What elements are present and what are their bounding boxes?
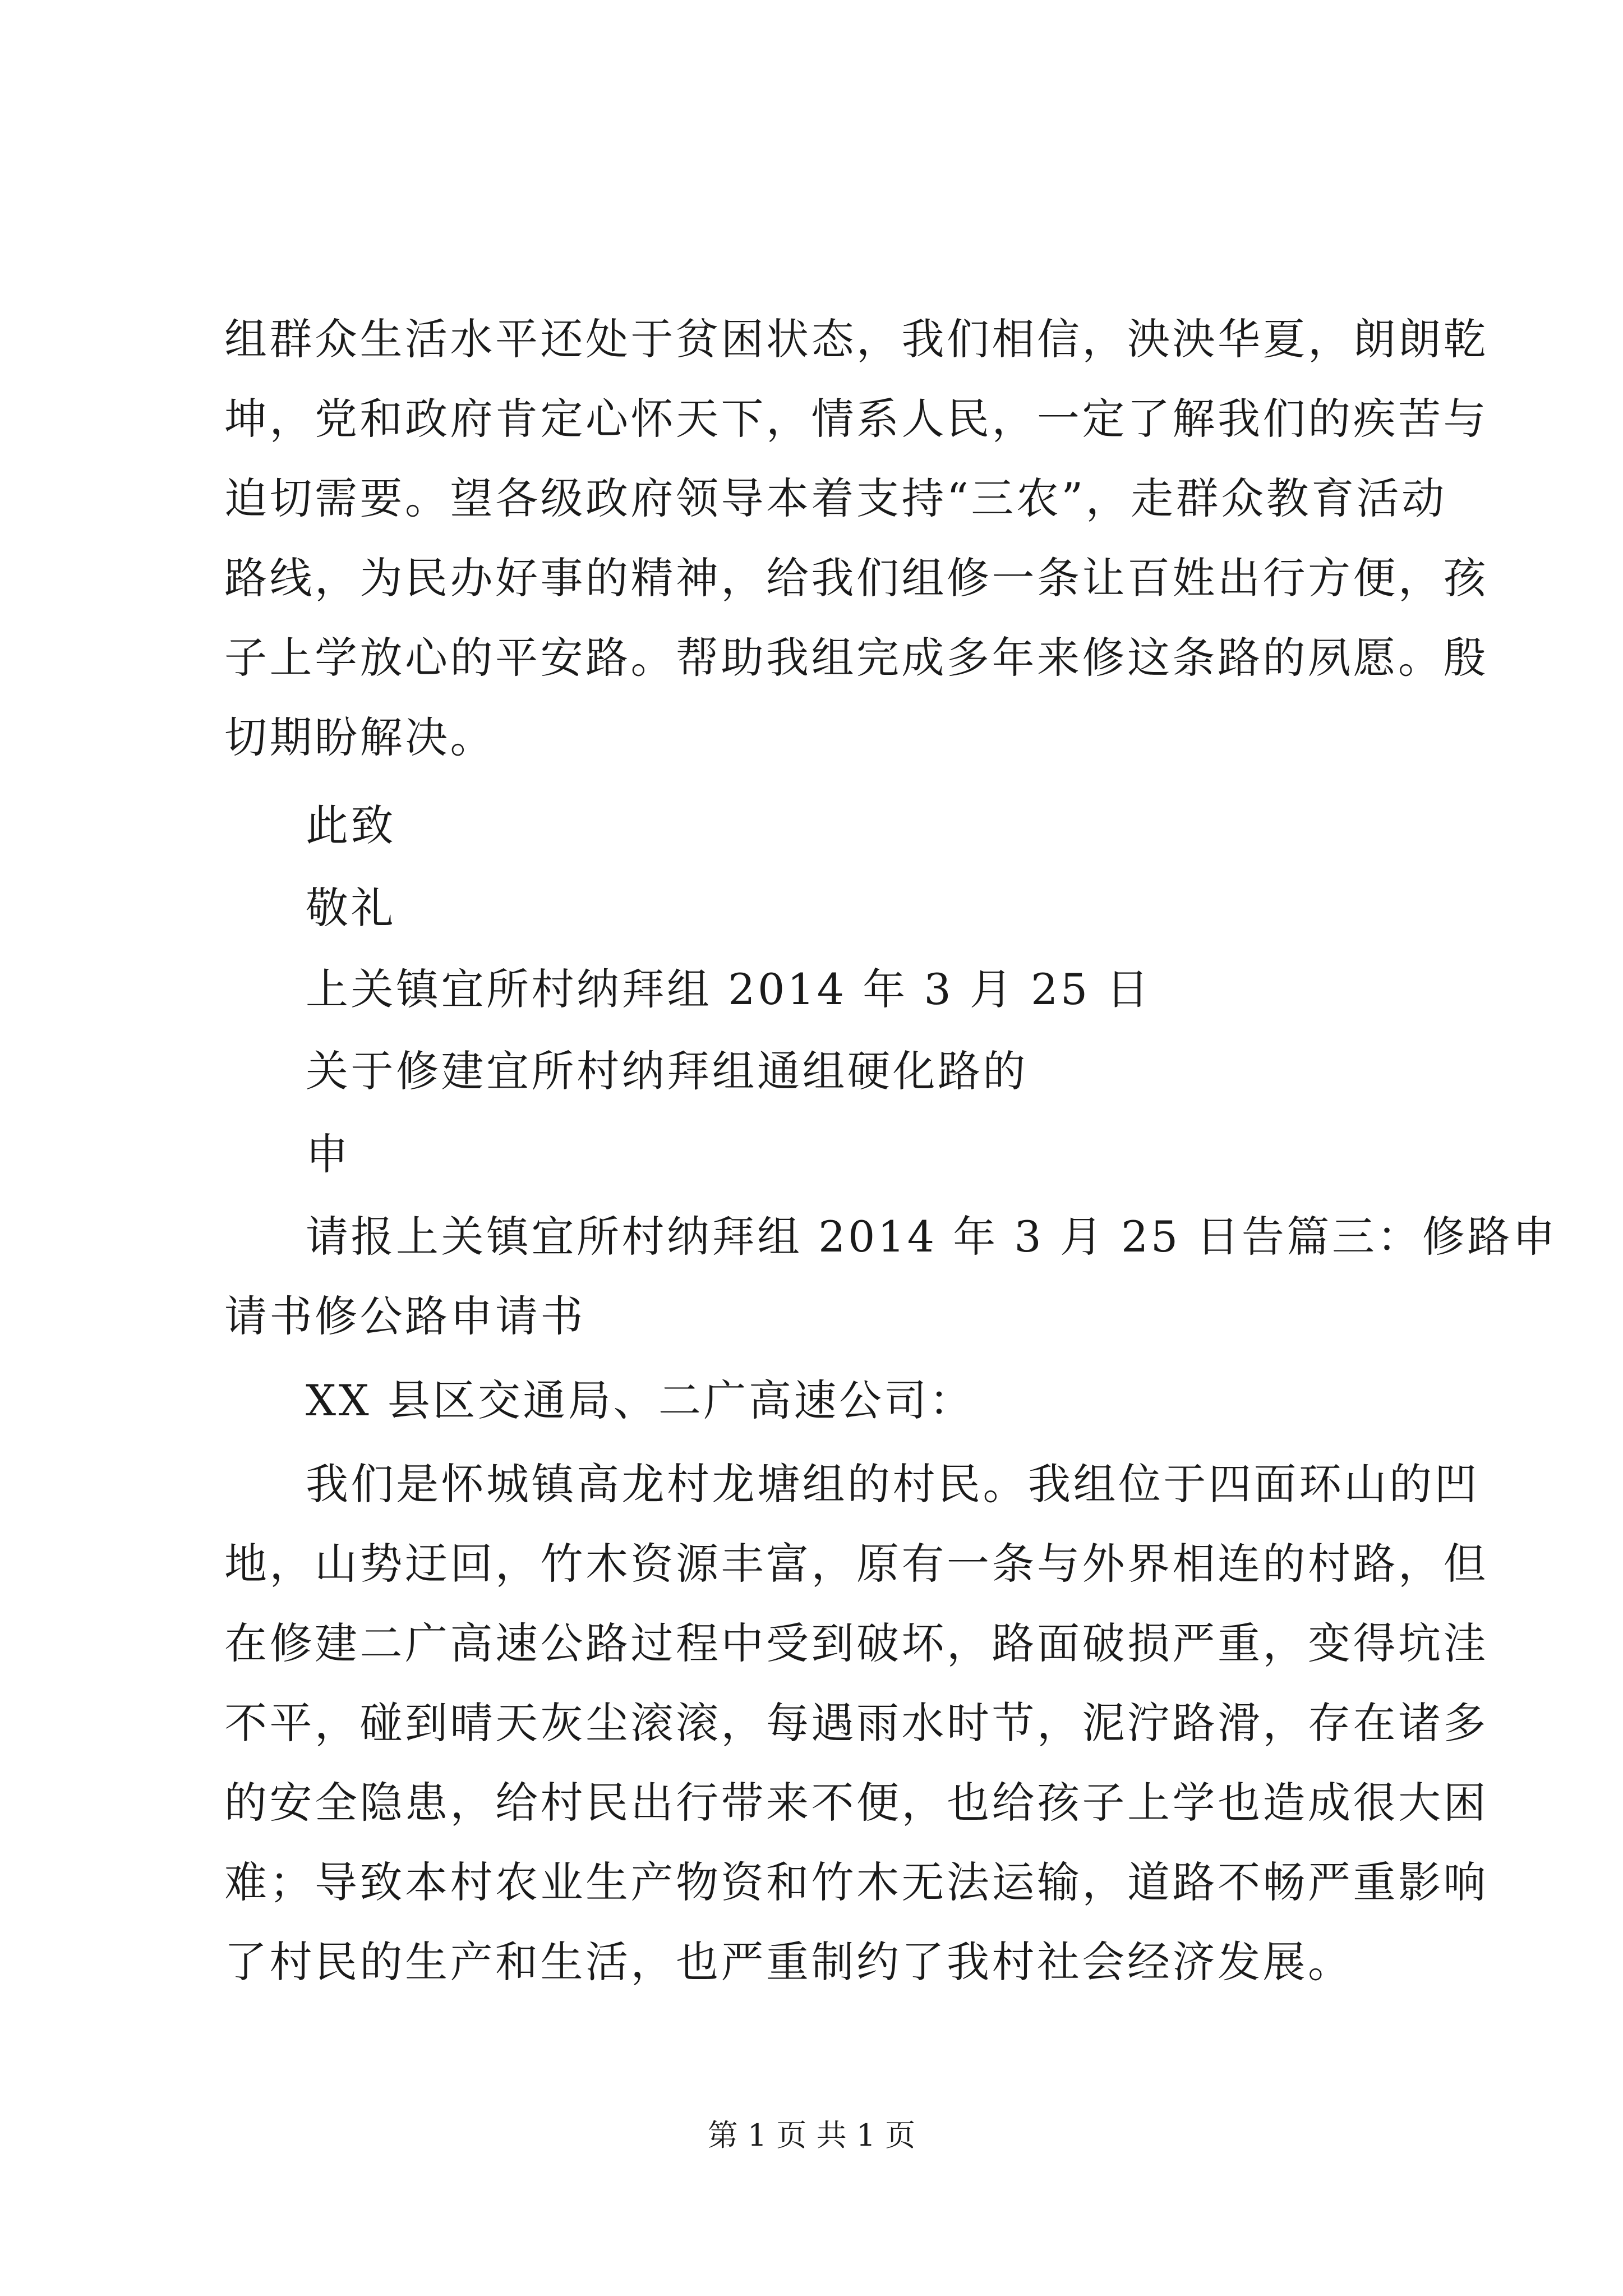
paragraph-1-line-2: 坤，党和政府肯定心怀天下，情系人民，一定了解我们的疾苦与	[224, 394, 1488, 444]
paragraph-3-line-6: 难；导致本村农业生产物资和竹木无法运输，道路不畅严重影响	[224, 1857, 1488, 1907]
paragraph-3-line-1: 我们是怀城镇高龙村龙塘组的村民。我组位于四面环山的凹	[306, 1459, 1479, 1509]
paragraph-1-line-6: 切期盼解决。	[224, 712, 495, 762]
paragraph-2-line-1: 请报上关镇宜所村纳拜组 2014 年 3 月 25 日告篇三：修路申	[306, 1212, 1558, 1262]
heading-line-2: 申	[306, 1129, 351, 1179]
closing-ci-zhi: 此致	[306, 800, 396, 850]
paragraph-2-line-2: 请书修公路申请书	[224, 1291, 585, 1341]
paragraph-1-line-3: 迫切需要。望各级政府领导本着支持“三农”，走群众教育活动	[224, 473, 1447, 523]
addressee: XX 县区交通局、二广高速公司：	[306, 1375, 975, 1425]
paragraph-1-line-4: 路线，为民办好事的精神，给我们组修一条让百姓出行方便，孩	[224, 553, 1488, 603]
paragraph-3-line-7: 了村民的生产和生活，也严重制约了我村社会经济发展。	[224, 1937, 1353, 1987]
heading-line-1: 关于修建宜所村纳拜组通组硬化路的	[306, 1046, 1028, 1096]
paragraph-1-line-5: 子上学放心的平安路。帮助我组完成多年来修这条路的夙愿。殷	[224, 633, 1488, 683]
paragraph-3-line-5: 的安全隐患，给村民出行带来不便，也给孩子上学也造成很大困	[224, 1778, 1488, 1828]
paragraph-3-line-4: 不平，碰到晴天灰尘滚滚，每遇雨水时节，泥泞路滑，存在诸多	[224, 1698, 1488, 1748]
paragraph-3-line-3: 在修建二广高速公路过程中受到破坏，路面破损严重，变得坑洼	[224, 1618, 1488, 1668]
closing-jing-li: 敬礼	[306, 883, 396, 933]
paragraph-1-line-1: 组群众生活水平还处于贫困状态，我们相信，泱泱华夏，朗朗乾	[224, 314, 1488, 364]
paragraph-3-line-2: 地，山势迂回，竹木资源丰富，原有一条与外界相连的村路，但	[224, 1539, 1488, 1589]
signature-date: 上关镇宜所村纳拜组 2014 年 3 月 25 日	[306, 964, 1151, 1014]
page-number-footer: 第 1 页 共 1 页	[707, 2118, 916, 2153]
